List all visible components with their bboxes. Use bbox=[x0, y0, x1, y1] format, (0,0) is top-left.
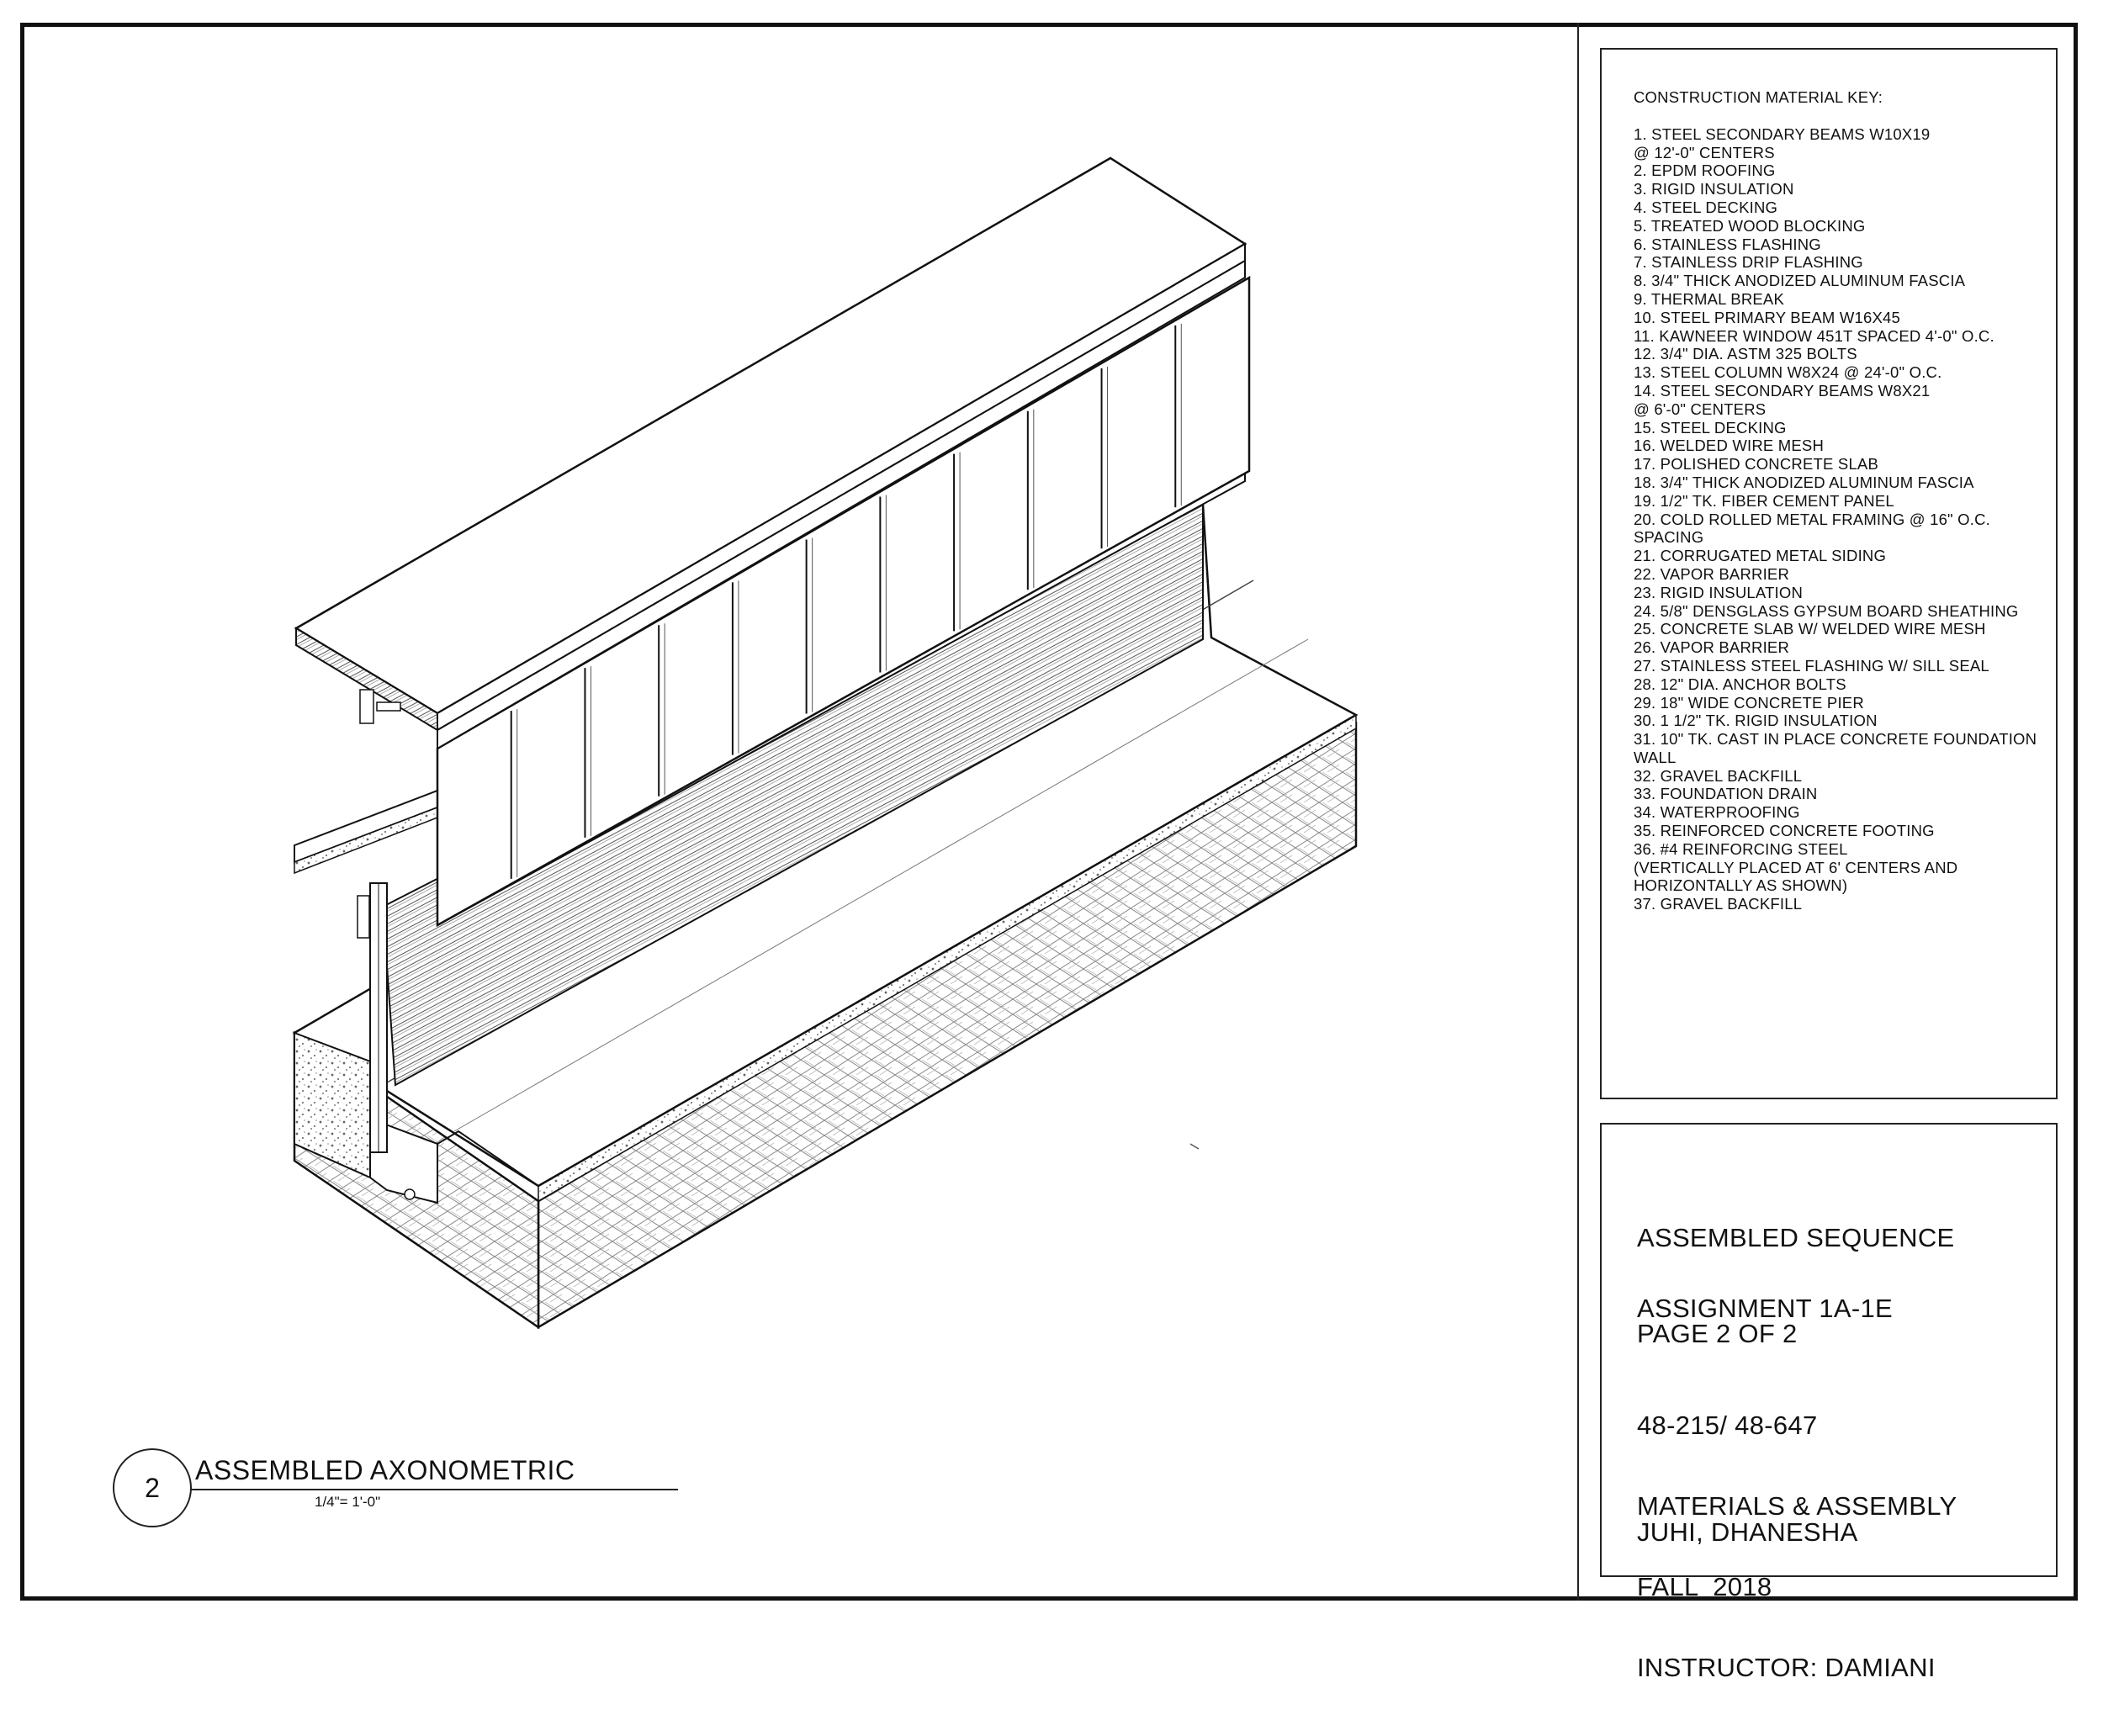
material-key-item: 4. STEEL DECKING bbox=[1634, 198, 1778, 216]
drawing-scale: 1/4"= 1'-0" bbox=[315, 1494, 381, 1510]
material-key-item: (VERTICALLY PLACED AT 6' CENTERS AND bbox=[1634, 858, 1958, 876]
material-key-item: 19. 1/2" TK. FIBER CEMENT PANEL bbox=[1634, 491, 1894, 510]
material-key-item: 18. 3/4" THICK ANODIZED ALUMINUM FASCIA bbox=[1634, 473, 1974, 491]
material-key-item: 26. VAPOR BARRIER bbox=[1634, 638, 1790, 657]
material-key-item: 10. STEEL PRIMARY BEAM W16X45 bbox=[1634, 308, 1901, 326]
drawing-title: ASSEMBLED AXONOMETRIC bbox=[195, 1455, 575, 1485]
material-key-item: 31. 10" TK. CAST IN PLACE CONCRETE FOUNDATION bbox=[1634, 730, 2037, 749]
drawing-number: 2 bbox=[145, 1472, 160, 1503]
material-key-item: 22. VAPOR BARRIER bbox=[1634, 564, 1790, 583]
material-key-item: 14. STEEL SECONDARY BEAMS W8X21 bbox=[1634, 381, 1931, 400]
material-key-item: 23. RIGID INSULATION bbox=[1634, 583, 1804, 601]
material-key-item: 9. THERMAL BREAK bbox=[1634, 289, 1785, 308]
material-key-item: 36. #4 REINFORCING STEEL bbox=[1634, 839, 1848, 858]
course-name: MATERIALS & ASSEMBLY bbox=[1637, 1491, 1957, 1521]
student-name: JUHI, DHANESHA bbox=[1637, 1517, 1858, 1547]
material-key-item: 37. GRAVEL BACKFILL bbox=[1634, 895, 1803, 913]
material-key-title: CONSTRUCTION MATERIAL KEY: bbox=[1634, 88, 1883, 106]
material-key-item: 16. WELDED WIRE MESH bbox=[1634, 437, 1825, 455]
material-key-item: 35. REINFORCED CONCRETE FOOTING bbox=[1634, 822, 1935, 840]
material-key-item: 6. STAINLESS FLASHING bbox=[1634, 235, 1821, 253]
course-instructor: INSTRUCTOR: DAMIANI bbox=[1637, 1653, 1936, 1682]
material-key bbox=[1634, 88, 2054, 913]
material-key-item: 15. STEEL DECKING bbox=[1634, 418, 1787, 437]
material-key-item: 29. 18" WIDE CONCRETE PIER bbox=[1634, 693, 1864, 712]
material-key-item: 7. STAINLESS DRIP FLASHING bbox=[1634, 253, 1863, 272]
material-key-item: 3. RIGID INSULATION bbox=[1634, 180, 1794, 198]
material-key-item: 8. 3/4" THICK ANODIZED ALUMINUM FASCIA bbox=[1634, 272, 1966, 290]
title-block bbox=[1600, 1123, 2058, 1682]
material-key-item: 25. CONCRETE SLAB W/ WELDED WIRE MESH bbox=[1634, 620, 1986, 638]
sequence-line-1: ASSEMBLED SEQUENCE bbox=[1637, 1223, 1955, 1252]
material-key-item: 13. STEEL COLUMN W8X24 @ 24'-0" O.C. bbox=[1634, 363, 1942, 382]
material-key-box bbox=[1600, 48, 2058, 1099]
material-key-item: HORIZONTALLY AS SHOWN) bbox=[1634, 876, 1848, 895]
drawing-number-circle bbox=[113, 1448, 192, 1527]
material-key-item: 5. TREATED WOOD BLOCKING bbox=[1634, 216, 1866, 235]
material-key-item: 27. STAINLESS STEEL FLASHING W/ SILL SEAL bbox=[1634, 656, 1989, 675]
material-key-item: 32. GRAVEL BACKFILL bbox=[1634, 766, 1803, 785]
material-key-item: @ 12'-0" CENTERS bbox=[1634, 143, 1775, 161]
material-key-item: 20. COLD ROLLED METAL FRAMING @ 16" O.C. bbox=[1634, 510, 1990, 528]
material-key-list bbox=[1634, 125, 2054, 913]
material-key-item: @ 6'-0" CENTERS bbox=[1634, 400, 1767, 418]
drawing-title-underline bbox=[190, 1489, 678, 1490]
material-key-item: WALL bbox=[1634, 748, 1677, 766]
material-key-item: 17. POLISHED CONCRETE SLAB bbox=[1634, 455, 1879, 474]
material-key-item: 2. EPDM ROOFING bbox=[1634, 161, 1776, 180]
material-key-item: SPACING bbox=[1634, 528, 1704, 547]
assignment-label: ASSIGNMENT 1A-1E bbox=[1637, 1294, 1893, 1323]
material-key-item: 34. WATERPROOFING bbox=[1634, 803, 1800, 822]
course-number: 48-215/ 48-647 bbox=[1637, 1410, 1818, 1440]
sequence-line-2: PAGE 2 OF 2 bbox=[1637, 1319, 1798, 1348]
material-key-item: 30. 1 1/2" TK. RIGID INSULATION bbox=[1634, 712, 1878, 730]
material-key-item: 28. 12" DIA. ANCHOR BOLTS bbox=[1634, 675, 1846, 693]
material-key-item: 21. CORRUGATED METAL SIDING bbox=[1634, 547, 1887, 565]
material-key-item: 12. 3/4" DIA. ASTM 325 BOLTS bbox=[1634, 345, 1857, 363]
material-key-item: 24. 5/8" DENSGLASS GYPSUM BOARD SHEATHING bbox=[1634, 601, 2019, 620]
material-key-item: 11. KAWNEER WINDOW 451T SPACED 4'-0" O.C. bbox=[1634, 326, 1994, 345]
material-key-item: 33. FOUNDATION DRAIN bbox=[1634, 785, 1818, 803]
course-term: FALL 2018 bbox=[1637, 1572, 1772, 1601]
material-key-item: 1. STEEL SECONDARY BEAMS W10X19 bbox=[1634, 124, 1931, 143]
foundation-drain bbox=[405, 1189, 415, 1199]
